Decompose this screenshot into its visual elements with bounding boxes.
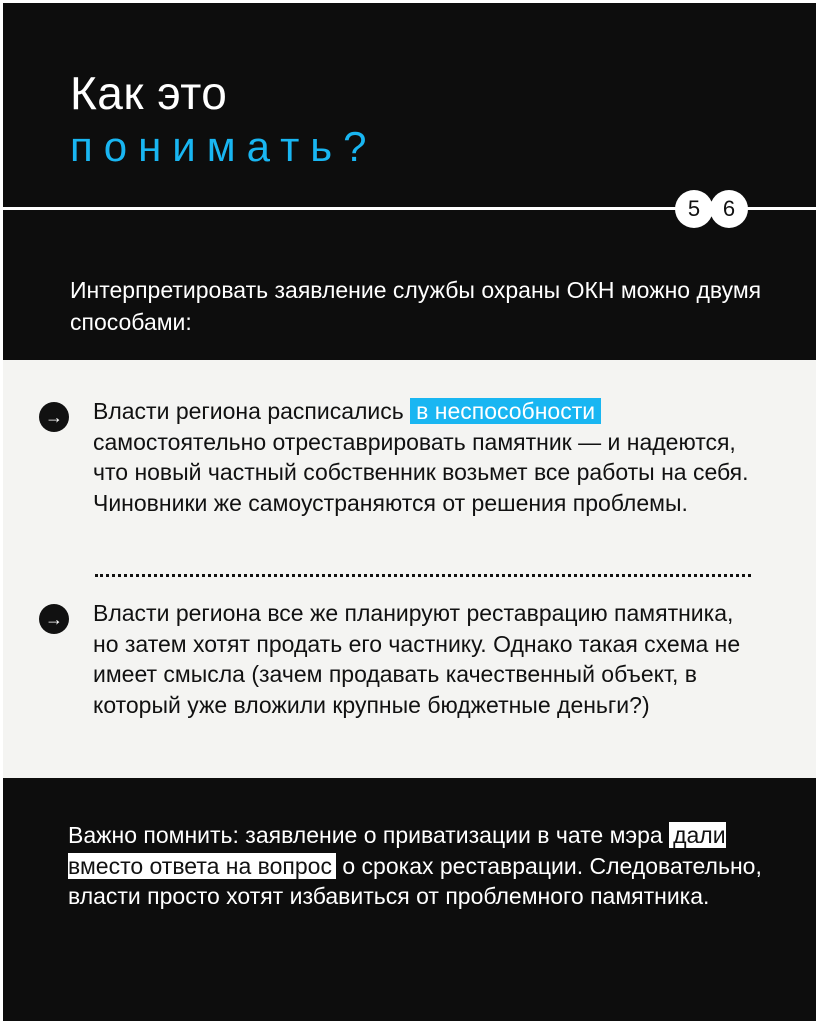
page-indicator-to: 6: [710, 190, 748, 228]
option-text-before: Власти региона расписались: [93, 398, 411, 424]
option-text-after: самостоятельно отреставрировать памятник — и надеются, что новый частный собственник возьмет все работы на себя. Чиновники же самоустраняются от решения проблемы.: [93, 428, 749, 516]
title-line-2: понимать?: [70, 123, 378, 170]
note-text: [68, 820, 768, 912]
note-section: [3, 778, 816, 1021]
arrow-right-icon: →: [39, 402, 69, 432]
note-text-after: о сроках реставрации. Следовательно, власти просто хотят избавиться от проблемного памятника.: [68, 852, 762, 909]
page-indicator-from: 5: [675, 190, 713, 228]
intro-text: Интерпретировать заявление службы охраны ОКН можно двумя способами:: [70, 277, 762, 335]
dotted-divider: [95, 574, 751, 577]
option-text: Власти региона все же планируют реставрацию памятника, но затем хотят продать его частнику. Однако такая схема не имеет смысла (зачем продавать качественный объект, в который уже вложили крупные бюджетные деньги?): [93, 600, 741, 718]
title-line-1: Как это: [70, 67, 228, 119]
header-section: [3, 3, 816, 360]
option-text: [93, 396, 753, 518]
arrow-right-icon: →: [39, 604, 69, 634]
note-text-before: Важно помнить: заявление о приватизации в чате мэра: [68, 822, 670, 848]
note-highlight: дали вместо ответа на вопрос: [68, 822, 726, 879]
options-section: [3, 360, 816, 778]
option-highlight: в неспособности: [410, 398, 601, 424]
